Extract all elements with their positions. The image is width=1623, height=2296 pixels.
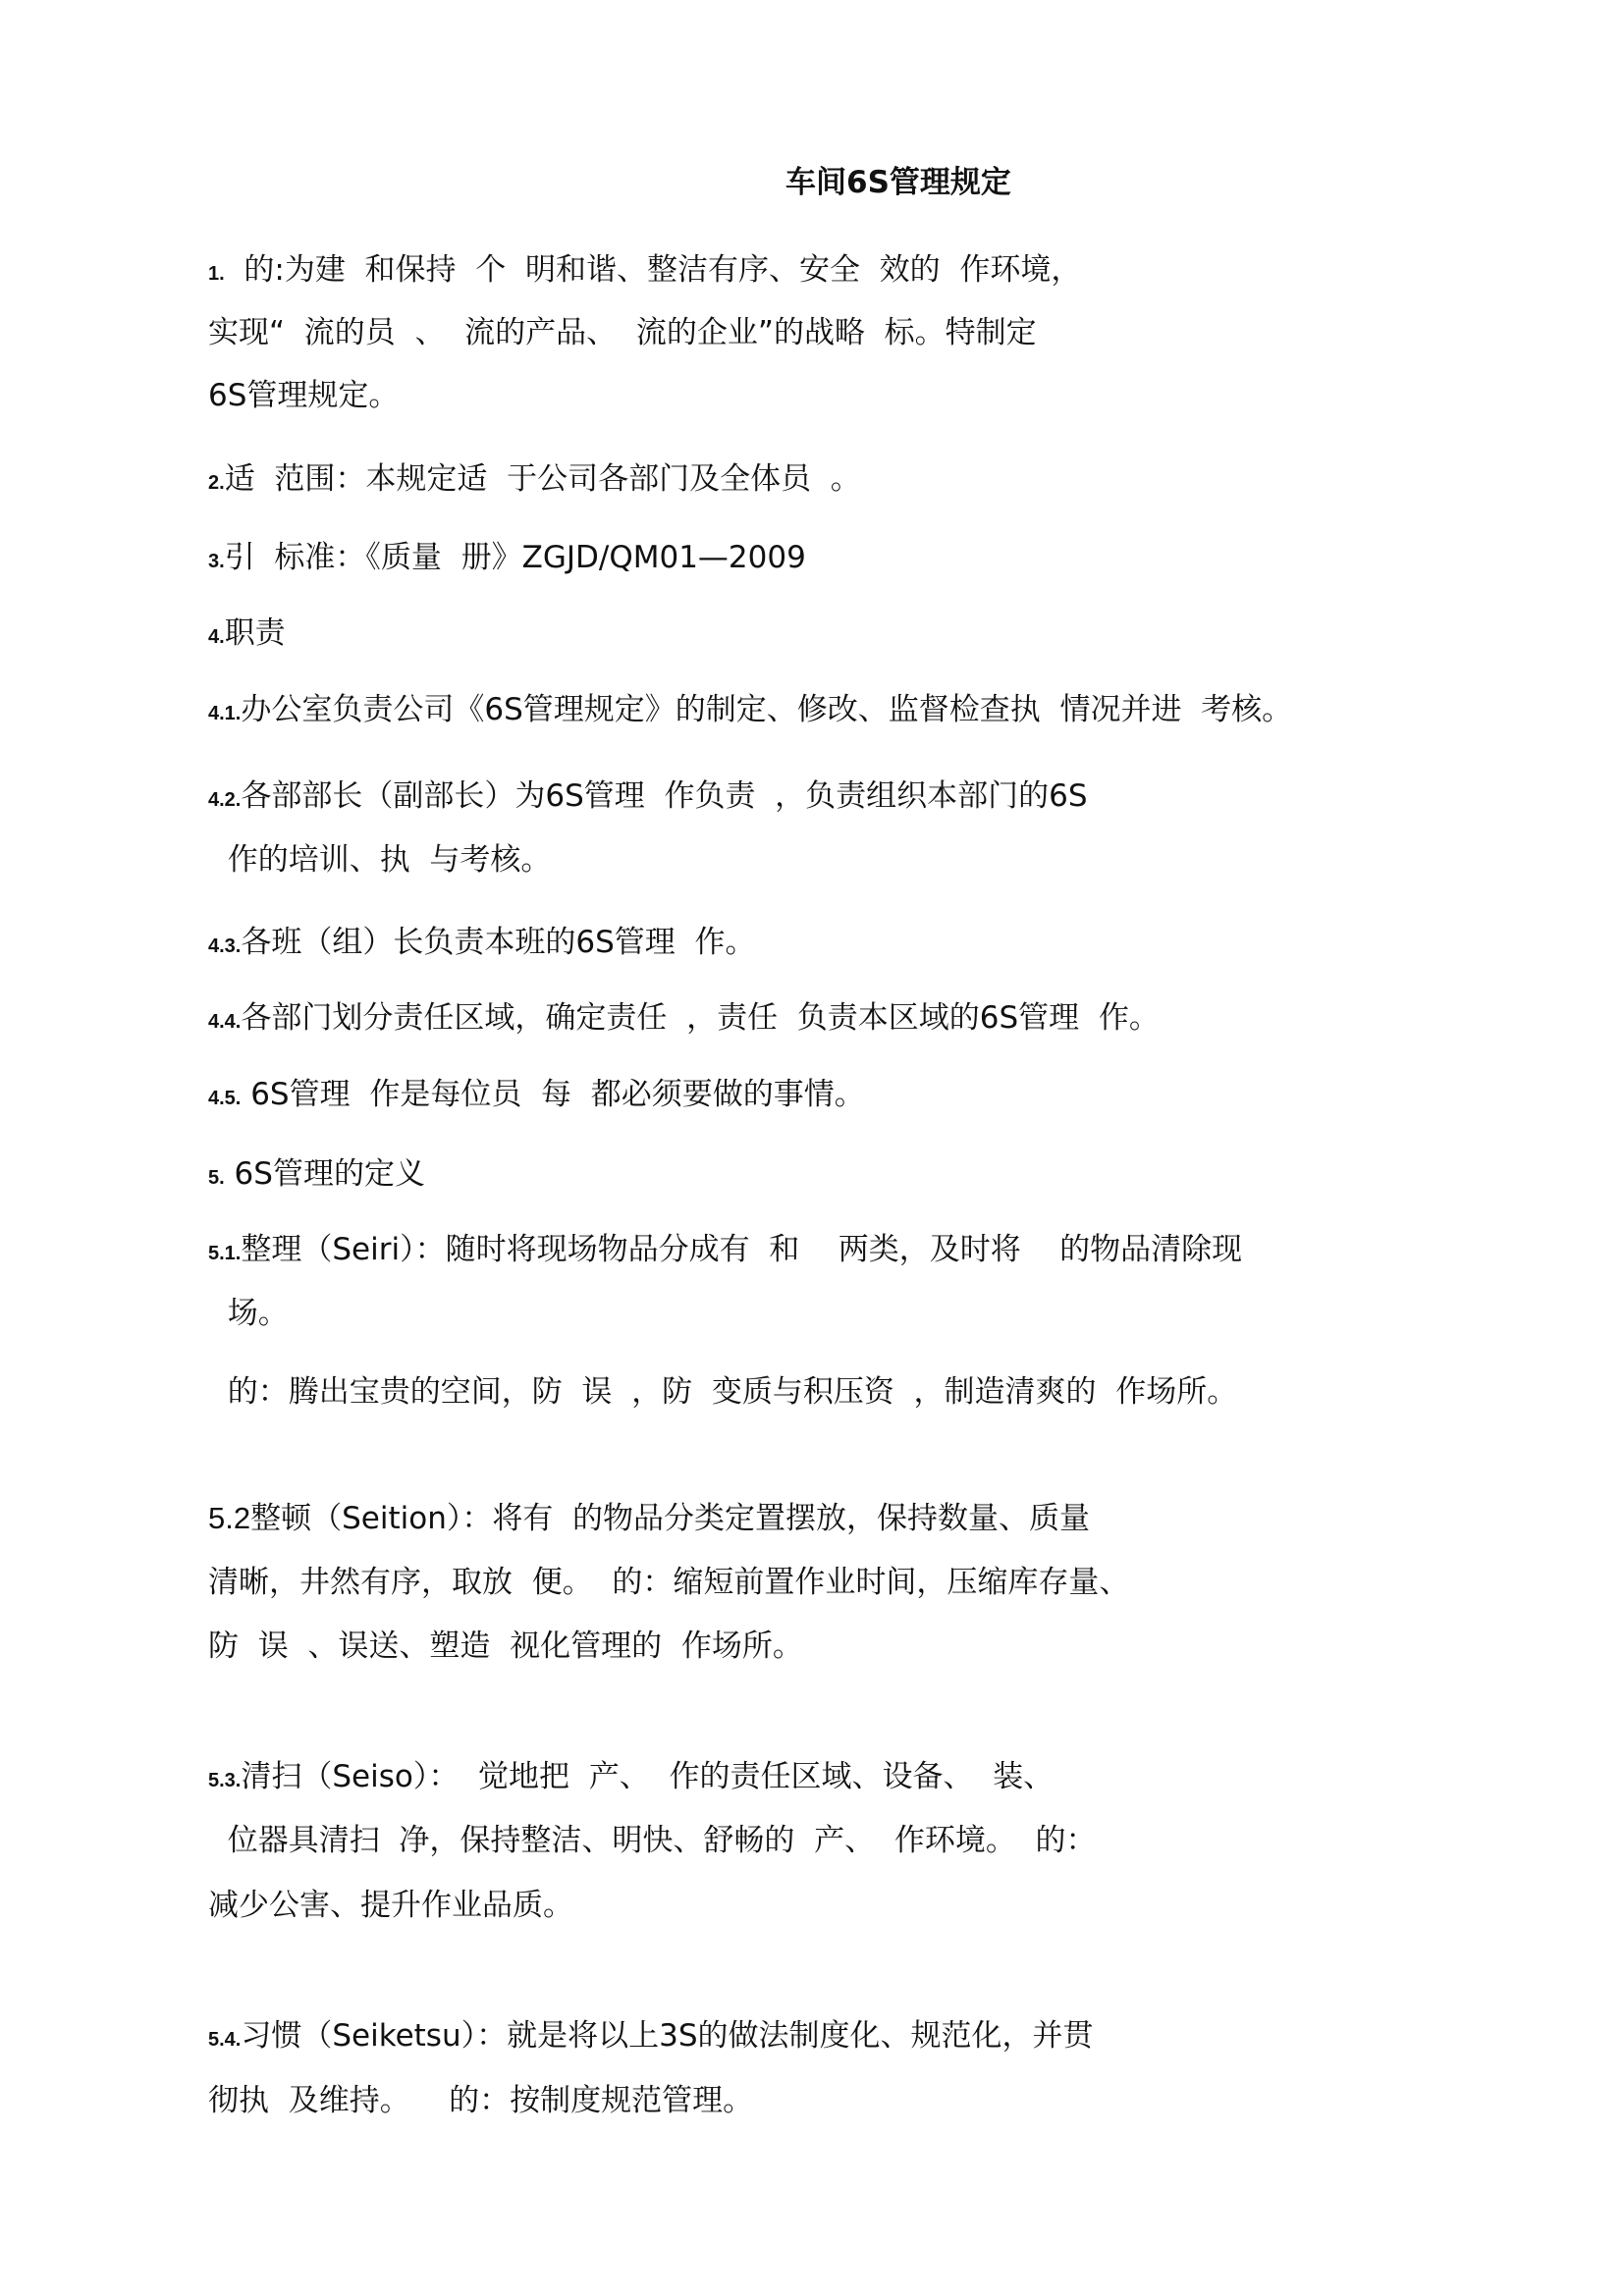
section-number: 4.2. xyxy=(208,789,242,811)
section-4-1: 4.1.办公室负责公司《6S管理规定》的制定、修改、监督检查执 情况并进 考核。 xyxy=(208,692,1293,727)
section-5-2-line-3: 防 误 、误送、塑造 视化管理的 作场所。 xyxy=(208,1629,803,1664)
section-5-heading: 5. 6S管理的定义 xyxy=(208,1156,425,1192)
section-5-3-line-3: 减少公害、提升作业品质。 xyxy=(208,1888,573,1923)
section-number: 5.1. xyxy=(208,1243,242,1264)
section-number: 5. xyxy=(208,1167,225,1189)
section-number: 5.4. xyxy=(208,2029,242,2051)
section-5-1-line-1: 5.1.整理（Seiri）：随时将现场物品分成有 和 两类，及时将 的物品清除现 xyxy=(208,1232,1243,1267)
section-4-5: 4.5. 6S管理 作是每位员 每 都必须要做的事情。 xyxy=(208,1077,865,1112)
section-1-line-3: 6S管理规定。 xyxy=(208,378,400,413)
section-number: 4.3. xyxy=(208,935,242,957)
section-4-3: 4.3.各班（组）长负责本班的6S管理 作。 xyxy=(208,925,756,960)
section-number: 4.5. xyxy=(208,1088,242,1109)
section-5-2-line-2: 清晰，井然有序，取放 便。 的：缩短前置作业时间，压缩库存量、 xyxy=(208,1565,1130,1600)
section-5-3-line-1: 5.3.清扫（Seiso）： 觉地把 产、 作的责任区域、设备、 装、 xyxy=(208,1759,1055,1794)
section-5-1-line-2: 场。 xyxy=(208,1296,289,1331)
section-number: 5.3. xyxy=(208,1770,242,1791)
section-4-heading: 4.职责 xyxy=(208,615,286,651)
section-4-2-line-1: 4.2.各部部长（副部长）为6S管理 作负责 ，负责组织本部门的6S xyxy=(208,778,1088,814)
section-1-line-2: 实现“ 流的员 、 流的产品、 流的企业”的战略 标。特制定 xyxy=(208,315,1037,350)
section-3: 3.引 标准：《质量 册》ZGJD/QM01—2009 xyxy=(208,540,806,575)
section-5-1-line-3: 的：腾出宝贵的空间，防 误 ，防 变质与积压资 ，制造清爽的 作场所。 xyxy=(208,1374,1238,1410)
section-number: 2. xyxy=(208,472,225,494)
page-title: 车间6S管理规定 xyxy=(785,165,1011,200)
section-number: 1. xyxy=(208,263,225,285)
section-number: 4.1. xyxy=(208,703,242,724)
section-5-4-line-2: 彻执 及维持。 的：按制度规范管理。 xyxy=(208,2083,754,2118)
section-4-2-line-2: 作的培训、执 与考核。 xyxy=(208,842,552,878)
section-2: 2.适 范围：本规定适 于公司各部门及全体员 。 xyxy=(208,461,861,497)
section-number: 3. xyxy=(208,551,225,572)
section-5-3-line-2: 位器具清扫 净，保持整洁、明快、舒畅的 产、 作环境。 的： xyxy=(208,1823,1097,1858)
section-1-line-1: 1. 的:为建 和保持 个 明和谐、整洁有序、安全 效的 作环境， xyxy=(208,252,1082,288)
section-number: 5.2 xyxy=(208,1501,251,1535)
section-5-2-line-1: 5.2整顿（Seition）：将有 的物品分类定置摆放，保持数量、质量 xyxy=(208,1501,1091,1536)
section-5-4-line-1: 5.4.习惯（Seiketsu）：就是将以上3S的做法制度化、规范化，并贯 xyxy=(208,2018,1094,2054)
section-4-4: 4.4.各部门划分责任区域，确定责任 ，责任 负责本区域的6S管理 作。 xyxy=(208,1000,1160,1036)
section-number: 4.4. xyxy=(208,1011,242,1033)
section-number: 4. xyxy=(208,626,225,648)
